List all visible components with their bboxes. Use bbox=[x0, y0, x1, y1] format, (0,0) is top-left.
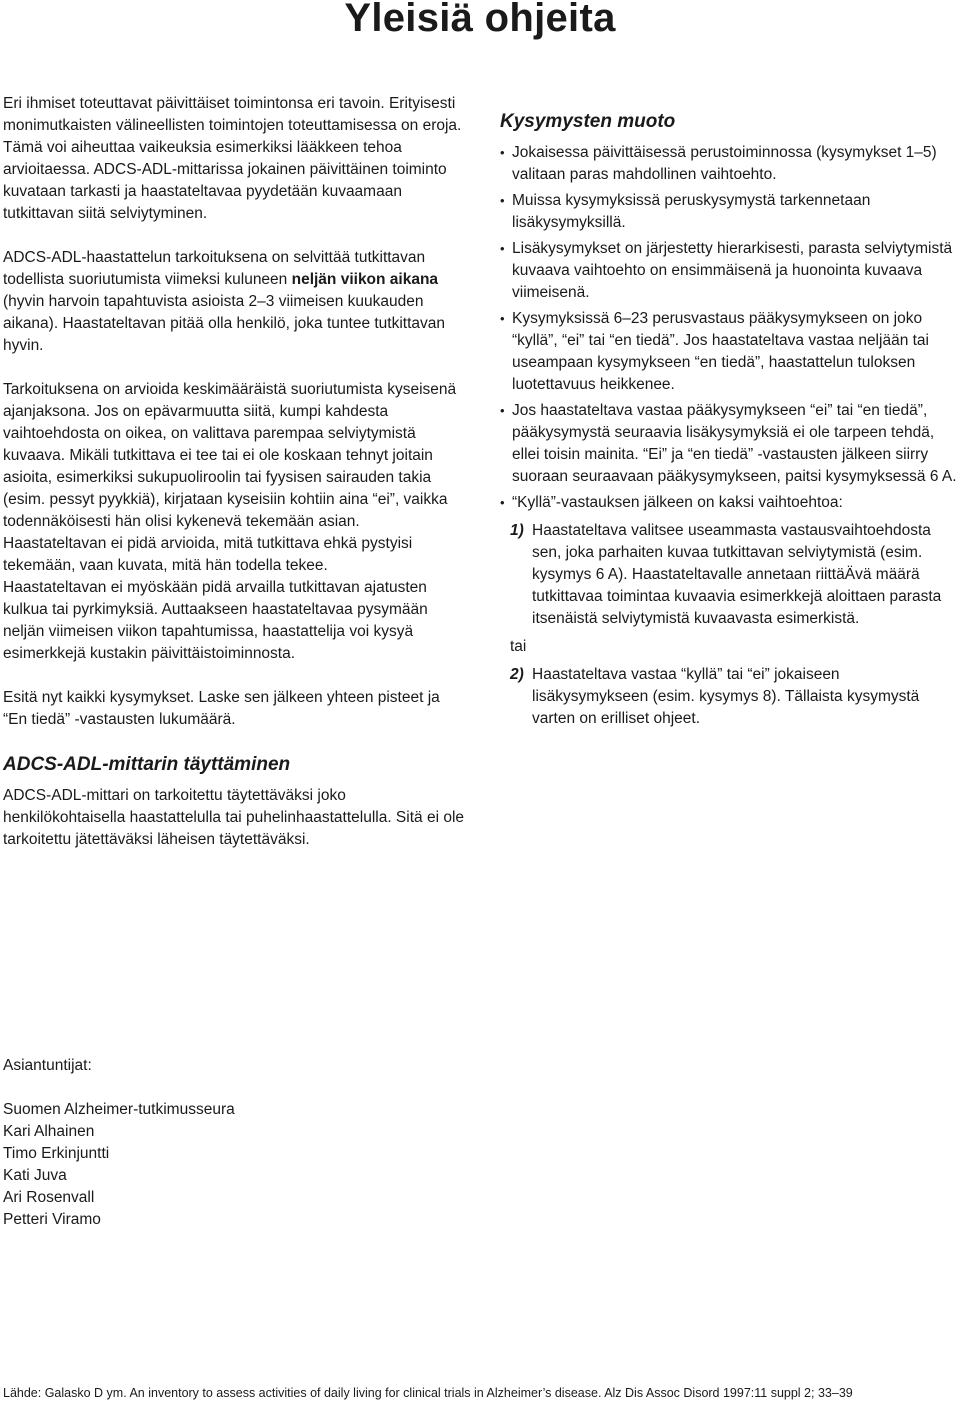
expert-name: Suomen Alzheimer-tutkimusseura bbox=[3, 1101, 235, 1118]
expert-name: Kati Juva bbox=[3, 1167, 67, 1184]
option-2-number: 2) bbox=[510, 666, 524, 683]
option-2-text: Haastateltava vastaa “kyllä” tai “ei” jokaiseen lisäkysymykseen (esim. kysymys 8). Tällaista kysymystä varten on erilliset ohjeet. bbox=[532, 666, 920, 727]
purpose-text-end: (hyvin harvoin tapahtuvista asioista 2–3 viimeisen kuukauden aikana). Haastateltavan pitää olla henkilö, joka tuntee tutkittavan hyvin. bbox=[3, 293, 446, 354]
or-separator: tai bbox=[510, 638, 527, 655]
expert-name: Timo Erkinjuntti bbox=[3, 1145, 110, 1162]
right-column bbox=[500, 110, 960, 736]
list-item: • Jos haastateltava vastaa pääkysymykseen “ei” tai “en tiedä”, pääkysymystä seuraavia lisäkysymyksiä ei ole tarpeen tehdä, ellei toisin mainita. “Ei” ja “en tiedä” -vastausten jälkeen siirry suoraan seuraavaan pääkysymykseen, paitsi kysymyksessä 6 A. bbox=[500, 400, 960, 488]
guessing-paragraph: Haastateltavan ei myöskään pidä arvailla tutkittavan ajatusten kulkua tai pyrkimyksiä. Auttaakseen haastateltavaa pysymään neljän viimeisen viikon tapahtumissa, haastattelija voi kysyä esimerkkejä kustakin päivittäistoiminnosta. bbox=[3, 579, 428, 662]
expert-name: Kari Alhainen bbox=[3, 1123, 95, 1140]
list-item: • Kysymyksissä 6–23 perusvastaus pääkysymykseen on joko “kyllä”, “ei” tai “en tiedä”. Jos haastateltava vastaa neljään tai useampaan kysymykseen “en tiedä”, haastattelun tuloksen luotettavuus heikkenee. bbox=[500, 308, 960, 396]
option-1-number: 1) bbox=[510, 522, 524, 539]
filling-paragraph: ADCS-ADL-mittari on tarkoitettu täytettäväksi joko henkilökohtaisella haastattelulla tai puhelinhaastattelulla. Sitä ei ole tarkoitettu jätettäväksi läheisen täytettäväksi. bbox=[3, 787, 465, 848]
list-item: • “Kyllä”-vastauksen jälkeen on kaksi vaihtoehtoa: bbox=[500, 492, 960, 514]
source-footer: Lähde: Galasko D ym. An inventory to assess activities of daily living for clinical trials in Alzheimer’s disease. Alz Dis Assoc Disord 1997:11 suppl 2; 33–39 bbox=[3, 1386, 853, 1400]
option-2 bbox=[510, 664, 960, 730]
expert-name: Ari Rosenvall bbox=[3, 1189, 95, 1206]
list-item: • Lisäkysymykset on järjestetty hierarkisesti, parasta selviytymistä kuvaava vaihtoehto on ensimmäisenä ja huonointa kuvaava viimeisenä. bbox=[500, 238, 960, 304]
filling-heading: ADCS-ADL-mittarin täyttäminen bbox=[3, 754, 291, 775]
option-1 bbox=[510, 520, 960, 630]
list-item: • Jokaisessa päivittäisessä perustoiminnossa (kysymykset 1–5) valitaan paras mahdollinen vaihtoehto. bbox=[500, 142, 960, 186]
experts-label: Asiantuntijat: bbox=[3, 1057, 92, 1074]
option-1-text: Haastateltava valitsee useammasta vastausvaihtoehdosta sen, joka parhaiten kuvaa tutkittavan selviytymistä (esim. kysymys 6 A). Haastateltavalle annetaan riittäÄvä määrä tutkittavaa toimintaa kuvaavia esimerkkejä aloittaen parasta itsenäistä selviytymistä kuvaavasta esimerkistä. bbox=[532, 522, 942, 627]
instructions-paragraph: Esitä nyt kaikki kysymykset. Laske sen jälkeen yhteen pisteet ja “En tiedä” -vastausten lukumäärä. bbox=[3, 689, 440, 728]
left-column bbox=[3, 93, 465, 851]
question-format-heading: Kysymysten muoto bbox=[500, 111, 676, 132]
format-bullet-list bbox=[500, 142, 960, 514]
expert-name: Petteri Viramo bbox=[3, 1211, 101, 1228]
purpose-paragraph bbox=[3, 247, 465, 357]
assessment-paragraph: Tarkoituksena on arvioida keskimääräistä suoriutumista kyseisenä ajanjaksona. Jos on epävarmuutta siitä, kumpi kahdesta vaihtoehdosta on oikea, on valittava parempaa selviytymistä kuvaava. Mikäli tutkittava ei tee tai ei ole koskaan tehnyt joitain asioita, esimerkiksi sukupuoliroolin tai fyysisen sairauden takia (esim. pessyt pyykkiä), kirjataan kyseisiin kohtiin aina “ei”, vaikka todennäköisesti hän olisi kykenevä tekemään asian. Haastateltavan ei pidä arvioida, mitä tutkittava ehkä pystyisi tekemään, vaan kuvata, mitä hän todella tekee. bbox=[3, 381, 457, 574]
purpose-bold-period: neljän viikon aikana bbox=[291, 271, 439, 288]
experts-section bbox=[3, 1055, 235, 1231]
experts-list bbox=[3, 1099, 235, 1231]
page-title: Yleisiä ohjeita bbox=[344, 0, 616, 40]
purpose-text-start: ADCS-ADL-haastattelun tarkoituksena on selvittää tutkittavan todellista suoriutumista viimeksi kuluneen bbox=[3, 249, 426, 288]
list-item: • Muissa kysymyksissä peruskysymystä tarkennetaan lisäkysymyksillä. bbox=[500, 190, 960, 234]
intro-paragraph: Eri ihmiset toteuttavat päivittäiset toimintonsa eri tavoin. Erityisesti monimutkaisten välineellisten toimintojen toteuttamisessa on eroja. Tämä voi aiheuttaa vaikeuksia esimerkiksi lääkkeen tehoa arvioitaessa. ADCS-ADL-mittarissa jokainen päivittäinen toiminto kuvataan tarkasti ja haastateltavaa pyydetään kuvaamaan tutkittavan siitä selviytyminen. bbox=[3, 95, 462, 222]
